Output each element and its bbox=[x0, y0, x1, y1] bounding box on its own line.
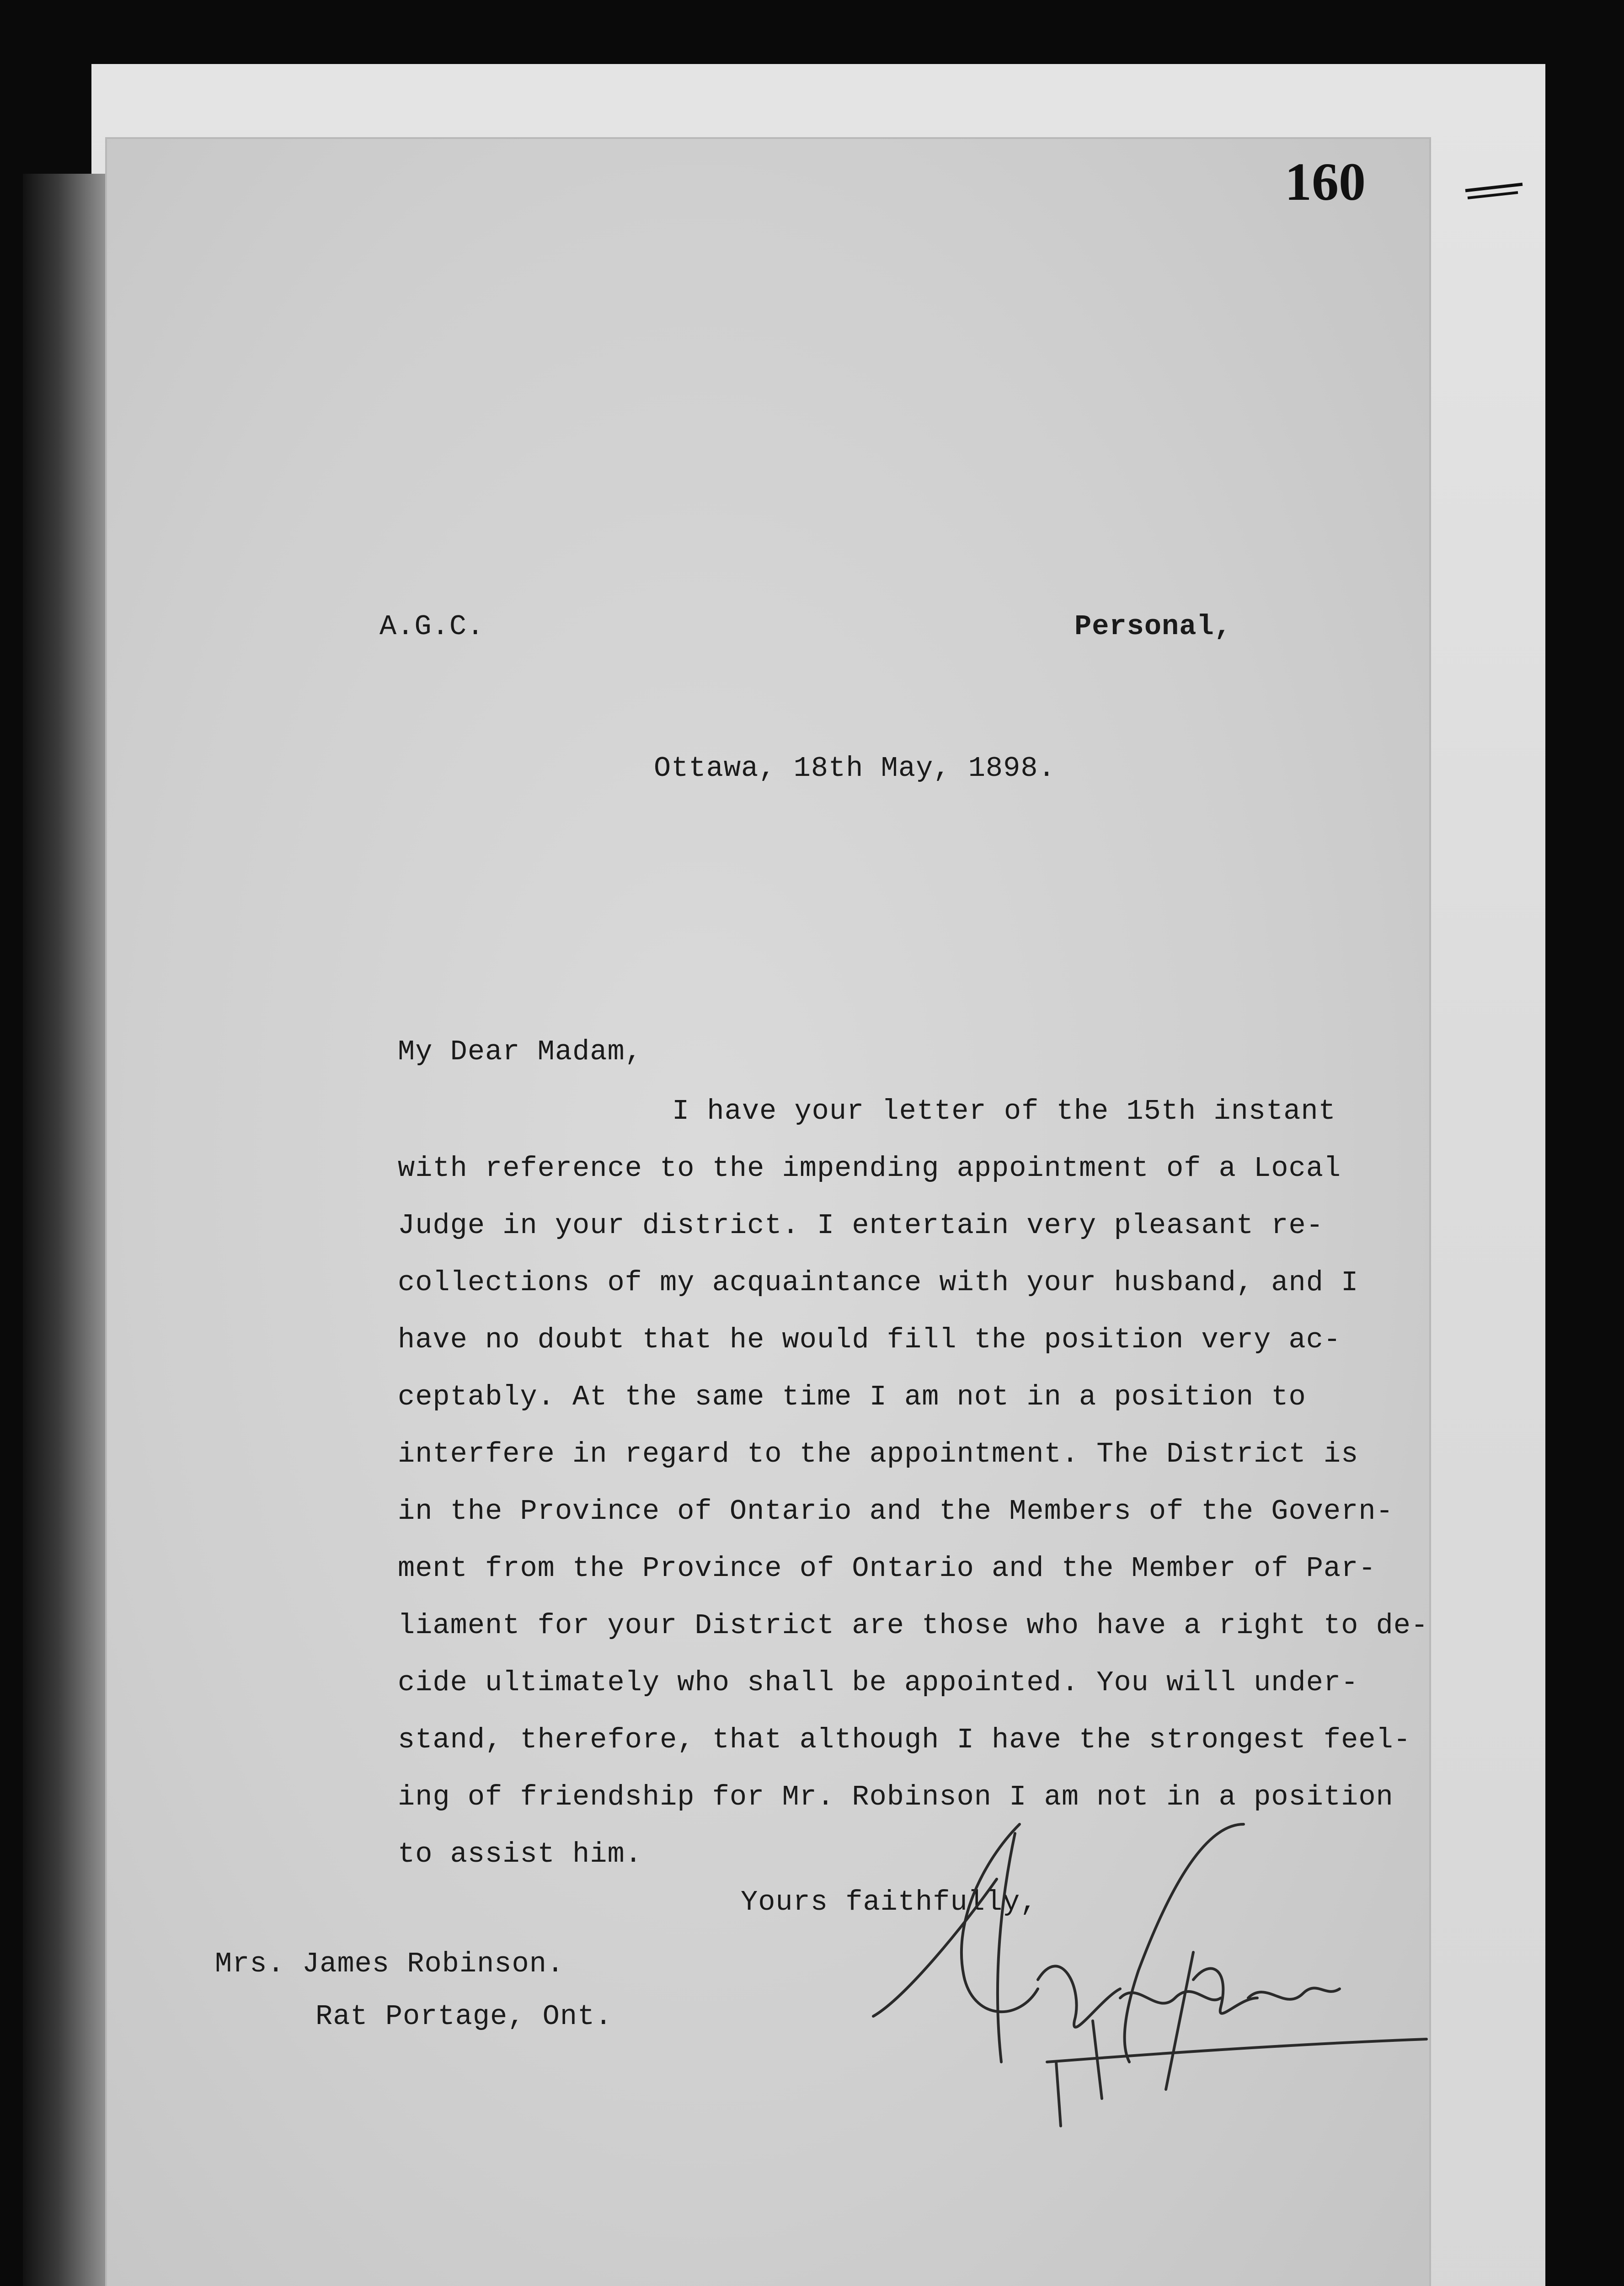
page-number: 160 bbox=[1285, 152, 1366, 212]
body-line: interfere in regard to the appointment. The District is bbox=[398, 1438, 1359, 1470]
body-line: collections of my acquaintance with your husband, and I bbox=[398, 1266, 1359, 1299]
body-line: liament for your District are those who have a right to de- bbox=[398, 1609, 1429, 1642]
addressee-place: Rat Portage, Ont. bbox=[315, 2000, 613, 2033]
addressee-name: Mrs. James Robinson. bbox=[215, 1948, 565, 1980]
body-line: ment from the Province of Ontario and the Member of Par- bbox=[398, 1552, 1376, 1585]
body-line: in the Province of Ontario and the Members of the Govern- bbox=[398, 1495, 1394, 1528]
body-line: to assist him. bbox=[398, 1838, 642, 1870]
body-line: with reference to the impending appointment of a Local bbox=[398, 1152, 1341, 1185]
body-line: have no doubt that he would fill the position very ac- bbox=[398, 1324, 1341, 1356]
file-initials: A.G.C. bbox=[379, 610, 485, 643]
body-line: Judge in your district. I entertain very pleasant re- bbox=[398, 1209, 1324, 1242]
pencil-dash-mark bbox=[1463, 181, 1527, 202]
dateline: Ottawa, 18th May, 1898. bbox=[654, 752, 1056, 785]
body-line: cide ultimately who shall be appointed. You will under- bbox=[398, 1666, 1359, 1699]
handwritten-signature bbox=[846, 1806, 1431, 2153]
body-line: stand, therefore, that although I have the strongest feel- bbox=[398, 1724, 1411, 1756]
body-line: ceptably. At the same time I am not in a position to bbox=[398, 1381, 1306, 1413]
film-edge bbox=[23, 174, 110, 2286]
body-line: ing of friendship for Mr. Robinson I am not in a position bbox=[398, 1781, 1394, 1813]
salutation: My Dear Madam, bbox=[398, 1036, 642, 1068]
personal-marking: Personal, bbox=[1074, 610, 1232, 643]
closing: Yours faithfully, bbox=[741, 1886, 1038, 1918]
body-line: I have your letter of the 15th instant bbox=[672, 1095, 1336, 1127]
